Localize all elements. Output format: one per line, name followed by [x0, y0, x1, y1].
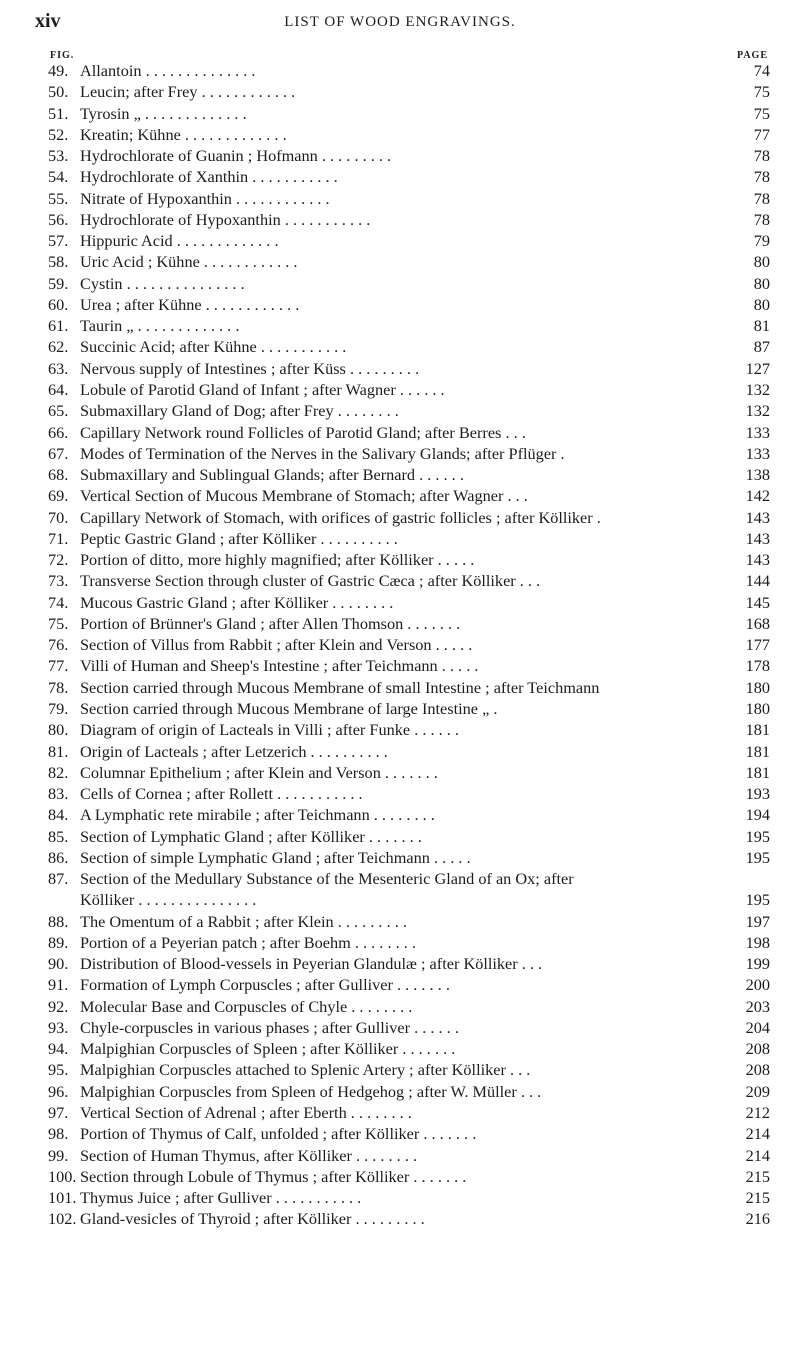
list-item: [0, 528, 800, 549]
page-title: LIST OF WOOD ENGRAVINGS.: [284, 14, 516, 30]
page-reference: 78: [753, 146, 770, 166]
page-reference: 142: [745, 486, 770, 506]
figure-caption: Nitrate of Hypoxanthin . . . . . . . . . . . .: [80, 188, 330, 208]
list-item: [0, 613, 800, 634]
figure-number: 77.: [48, 656, 69, 676]
list-item: [0, 953, 800, 974]
page-reference: 197: [745, 911, 770, 931]
list-item: [0, 741, 800, 762]
list-item: [0, 1081, 800, 1102]
page-reference: 180: [745, 698, 770, 718]
figure-caption: Hydrochlorate of Guanin ; Hofmann . . . . . . . . .: [80, 146, 392, 166]
figure-caption: The Omentum of a Rabbit ; after Klein . . . . . . . . .: [80, 911, 407, 931]
figure-number: 102.: [48, 1209, 77, 1229]
figure-number: 85.: [48, 826, 69, 846]
figure-caption: Kreatin; Kühne . . . . . . . . . . . . .: [80, 124, 287, 144]
figure-number: 79.: [48, 698, 69, 718]
list-item: [0, 677, 800, 698]
figure-caption: Leucin; after Frey . . . . . . . . . . . .: [80, 82, 296, 102]
list-item: [0, 358, 800, 379]
figure-caption: Section carried through Mucous Membrane of small Intestine ; after Teichmann: [80, 677, 600, 697]
figure-number: 70.: [48, 507, 69, 527]
figure-caption: Nervous supply of Intestines ; after Küss . . . . . . . . .: [80, 358, 420, 378]
figure-number: 72.: [48, 550, 69, 570]
figure-caption: Malpighian Corpuscles from Spleen of Hedgehog ; after W. Müller . . .: [80, 1081, 542, 1101]
page-reference: 143: [745, 550, 770, 570]
figure-caption: Section carried through Mucous Membrane of large Intestine „ .: [80, 698, 498, 718]
list-item: [0, 804, 800, 825]
page-reference: 181: [745, 762, 770, 782]
figure-number: 52.: [48, 124, 69, 144]
list-item: [0, 251, 800, 272]
figure-caption: Hydrochlorate of Xanthin . . . . . . . . . . .: [80, 167, 338, 187]
list-item: [0, 422, 800, 443]
page-reference: 200: [745, 975, 770, 995]
page-reference: 215: [745, 1166, 770, 1186]
figure-number: 91.: [48, 975, 69, 995]
figure-caption: Gland-vesicles of Thyroid ; after Kölliker . . . . . . . . .: [80, 1209, 425, 1229]
figure-number: 59.: [48, 273, 69, 293]
figure-number: 83.: [48, 784, 69, 804]
figure-number: 86.: [48, 847, 69, 867]
figure-number: 98.: [48, 1124, 69, 1144]
list-item: [0, 868, 800, 889]
figure-number: 53.: [48, 146, 69, 166]
list-item: [0, 826, 800, 847]
page-reference: 78: [753, 167, 770, 187]
figure-number: 73.: [48, 571, 69, 591]
figure-number: 71.: [48, 528, 69, 548]
page-reference: 209: [745, 1081, 770, 1101]
list-item: [0, 889, 800, 910]
page-reference: 181: [745, 741, 770, 761]
page-reference: 75: [753, 82, 770, 102]
figure-caption: Section of simple Lymphatic Gland ; after Teichmann . . . . .: [80, 847, 471, 867]
list-item: [0, 783, 800, 804]
page-reference: 80: [753, 252, 770, 272]
figure-caption: Capillary Network round Follicles of Parotid Gland; after Berres . . .: [80, 422, 526, 442]
page-reference: 177: [745, 635, 770, 655]
list-item: [0, 166, 800, 187]
page-reference: 216: [745, 1209, 770, 1229]
list-item: [0, 1208, 800, 1229]
list-item: [0, 592, 800, 613]
figure-caption: Section of Human Thymus, after Kölliker . . . . . . . .: [80, 1145, 418, 1165]
list-item: [0, 507, 800, 528]
page-reference: 214: [745, 1124, 770, 1144]
figure-number: 62.: [48, 337, 69, 357]
list-item: [0, 315, 800, 336]
figure-caption: Portion of a Peyerian patch ; after Boehm . . . . . . . .: [80, 932, 416, 952]
figure-caption: Villi of Human and Sheep's Intestine ; after Teichmann . . . . .: [80, 656, 479, 676]
figure-number: 80.: [48, 720, 69, 740]
list-item: [0, 464, 800, 485]
page-reference: 144: [745, 571, 770, 591]
page-reference: 203: [745, 996, 770, 1016]
figure-caption: Submaxillary Gland of Dog; after Frey . . . . . . . .: [80, 401, 399, 421]
page-number: xiv: [35, 10, 61, 32]
figure-number: 97.: [48, 1103, 69, 1123]
figure-caption: Succinic Acid; after Kühne . . . . . . . . . . .: [80, 337, 347, 357]
figure-number: 96.: [48, 1081, 69, 1101]
page-reference: 212: [745, 1103, 770, 1123]
figure-caption: Thymus Juice ; after Gulliver . . . . . . . . . . .: [80, 1188, 362, 1208]
list-item: [0, 485, 800, 506]
page-reference: 198: [745, 932, 770, 952]
figure-caption: Transverse Section through cluster of Gastric Cæca ; after Kölliker . . .: [80, 571, 541, 591]
figure-number: 74.: [48, 592, 69, 612]
list-item: [0, 145, 800, 166]
list-item: [0, 81, 800, 102]
page-reference: 78: [753, 209, 770, 229]
list-item: [0, 1059, 800, 1080]
list-item: [0, 974, 800, 995]
figure-number: 101.: [48, 1188, 77, 1208]
figure-caption: Urea ; after Kühne . . . . . . . . . . . .: [80, 294, 300, 314]
figure-caption: Diagram of origin of Lacteals in Villi ; after Funke . . . . . .: [80, 720, 459, 740]
figure-caption: Columnar Epithelium ; after Klein and Verson . . . . . . .: [80, 762, 438, 782]
list-item: [0, 60, 800, 81]
figure-caption: Cystin . . . . . . . . . . . . . . .: [80, 273, 245, 293]
list-item: [0, 379, 800, 400]
list-item: [0, 911, 800, 932]
figure-caption: Lobule of Parotid Gland of Infant ; after Wagner . . . . . .: [80, 379, 445, 399]
page-reference: 195: [745, 890, 770, 910]
page-reference: 79: [753, 231, 770, 251]
figure-number: 50.: [48, 82, 69, 102]
figure-number: 99.: [48, 1145, 69, 1165]
list-item: [0, 698, 800, 719]
page-reference: 215: [745, 1188, 770, 1208]
list-item: [0, 1123, 800, 1144]
list-item: [0, 1102, 800, 1123]
figure-number: 49.: [48, 61, 69, 80]
page-reference: 199: [745, 954, 770, 974]
page-reference: 178: [745, 656, 770, 676]
figure-number: 67.: [48, 443, 69, 463]
list-item: [0, 996, 800, 1017]
page-reference: 127: [745, 358, 770, 378]
figure-number: 57.: [48, 231, 69, 251]
page-reference: 180: [745, 677, 770, 697]
figure-number: 66.: [48, 422, 69, 442]
figure-caption: Hippuric Acid . . . . . . . . . . . . .: [80, 231, 279, 251]
figure-number: 69.: [48, 486, 69, 506]
figure-number: 92.: [48, 996, 69, 1016]
list-item: [0, 188, 800, 209]
figure-caption: Malpighian Corpuscles of Spleen ; after Kölliker . . . . . . .: [80, 1039, 456, 1059]
list-item: [0, 570, 800, 591]
figure-caption: Submaxillary and Sublingual Glands; after Bernard . . . . . .: [80, 465, 464, 485]
figure-number: 95.: [48, 1060, 69, 1080]
list-item: [0, 209, 800, 230]
figure-caption: Malpighian Corpuscles attached to Splenic Artery ; after Kölliker . . .: [80, 1060, 531, 1080]
figure-number: 56.: [48, 209, 69, 229]
figure-caption: Allantoin . . . . . . . . . . . . . .: [80, 61, 256, 80]
figure-caption: Peptic Gastric Gland ; after Kölliker . . . . . . . . . .: [80, 528, 398, 548]
list-item: [0, 762, 800, 783]
page-reference: 195: [745, 847, 770, 867]
page-reference: 78: [753, 188, 770, 208]
figure-caption: Modes of Termination of the Nerves in the Salivary Glands; after Pflüger .: [80, 443, 565, 463]
figure-caption: Tyrosin „ . . . . . . . . . . . . .: [80, 103, 247, 123]
list-item: [0, 719, 800, 740]
figure-number: 89.: [48, 932, 69, 952]
figure-number: 64.: [48, 379, 69, 399]
page-reference: 195: [745, 826, 770, 846]
figure-caption: Section through Lobule of Thymus ; after Kölliker . . . . . . .: [80, 1166, 467, 1186]
figure-caption: Kölliker . . . . . . . . . . . . . . .: [80, 890, 257, 910]
page-reference: 80: [753, 273, 770, 293]
figure-number: 75.: [48, 613, 69, 633]
list-item: [0, 400, 800, 421]
figure-number: 84.: [48, 805, 69, 825]
list-item: [0, 634, 800, 655]
page-reference: 75: [753, 103, 770, 123]
page-reference: 194: [745, 805, 770, 825]
figure-number: 78.: [48, 677, 69, 697]
list-item: [0, 655, 800, 676]
page-column-label: PAGE: [736, 50, 768, 61]
figure-number: 93.: [48, 1017, 69, 1037]
figure-number: 55.: [48, 188, 69, 208]
list-item: [0, 932, 800, 953]
figure-number: 58.: [48, 252, 69, 272]
page-reference: 133: [745, 422, 770, 442]
figure-caption: Vertical Section of Mucous Membrane of Stomach; after Wagner . . .: [80, 486, 528, 506]
figure-caption: Mucous Gastric Gland ; after Kölliker . . . . . . . .: [80, 592, 394, 612]
list-item: [0, 1145, 800, 1166]
figure-caption: Molecular Base and Corpuscles of Chyle . . . . . . . .: [80, 996, 413, 1016]
list-item: [0, 549, 800, 570]
page-reference: 208: [745, 1060, 770, 1080]
page-reference: 133: [745, 443, 770, 463]
figure-caption: Distribution of Blood-vessels in Peyerian Glandulæ ; after Kölliker . . .: [80, 954, 543, 974]
list-item: [0, 1038, 800, 1059]
figure-number: 68.: [48, 465, 69, 485]
figure-number: 87.: [48, 869, 69, 889]
page-reference: 193: [745, 784, 770, 804]
figure-caption: Taurin „ . . . . . . . . . . . . .: [80, 316, 240, 336]
running-header: [0, 10, 800, 36]
figure-number: 90.: [48, 954, 69, 974]
list-item: [0, 124, 800, 145]
figure-caption: Section of the Medullary Substance of the Mesenteric Gland of an Ox; after: [80, 869, 574, 889]
page-reference: 132: [745, 379, 770, 399]
list-item: [0, 1166, 800, 1187]
figure-number: 76.: [48, 635, 69, 655]
figure-number: 63.: [48, 358, 69, 378]
figure-caption: Chyle-corpuscles in various phases ; after Gulliver . . . . . .: [80, 1017, 459, 1037]
figure-number: 94.: [48, 1039, 69, 1059]
fig-column-label: FIG.: [50, 50, 75, 61]
figure-number: 100.: [48, 1166, 77, 1186]
list-item: [0, 230, 800, 251]
page-reference: 143: [745, 507, 770, 527]
list-item: [0, 103, 800, 124]
figure-caption: Capillary Network of Stomach, with orifices of gastric follicles ; after Kölliker .: [80, 507, 601, 527]
figure-number: 65.: [48, 401, 69, 421]
figure-caption: Section of Lymphatic Gland ; after Kölliker . . . . . . .: [80, 826, 422, 846]
figure-number: 61.: [48, 316, 69, 336]
engraving-list: [0, 60, 800, 1230]
page-reference: 74: [753, 61, 770, 80]
figure-number: 81.: [48, 741, 69, 761]
figure-number: 54.: [48, 167, 69, 187]
figure-number: 88.: [48, 911, 69, 931]
page-reference: 81: [753, 316, 770, 336]
figure-caption: Uric Acid ; Kühne . . . . . . . . . . . .: [80, 252, 298, 272]
figure-caption: Portion of ditto, more highly magnified; after Kölliker . . . . .: [80, 550, 475, 570]
figure-caption: Hydrochlorate of Hypoxanthin . . . . . . . . . . .: [80, 209, 371, 229]
figure-caption: Formation of Lymph Corpuscles ; after Gulliver . . . . . . .: [80, 975, 450, 995]
list-item: [0, 847, 800, 868]
figure-number: 60.: [48, 294, 69, 314]
list-item: [0, 273, 800, 294]
figure-number: 51.: [48, 103, 69, 123]
list-item: [0, 336, 800, 357]
page-reference: 168: [745, 613, 770, 633]
list-item: [0, 1017, 800, 1038]
figure-caption: Portion of Thymus of Calf, unfolded ; after Kölliker . . . . . . .: [80, 1124, 477, 1144]
page-reference: 145: [745, 592, 770, 612]
figure-caption: Section of Villus from Rabbit ; after Klein and Verson . . . . .: [80, 635, 473, 655]
figure-caption: A Lymphatic rete mirabile ; after Teichmann . . . . . . . .: [80, 805, 435, 825]
page-reference: 143: [745, 528, 770, 548]
page-reference: 204: [745, 1017, 770, 1037]
figure-caption: Portion of Brünner's Gland ; after Allen Thomson . . . . . . .: [80, 613, 461, 633]
figure-caption: Origin of Lacteals ; after Letzerich . . . . . . . . . .: [80, 741, 388, 761]
list-item: [0, 294, 800, 315]
page-reference: 181: [745, 720, 770, 740]
page-reference: 132: [745, 401, 770, 421]
figure-caption: Vertical Section of Adrenal ; after Eberth . . . . . . . .: [80, 1103, 412, 1123]
page-reference: 138: [745, 465, 770, 485]
page-reference: 87: [753, 337, 770, 357]
page-reference: 77: [753, 124, 770, 144]
page-reference: 214: [745, 1145, 770, 1165]
list-item: [0, 1187, 800, 1208]
page-reference: 208: [745, 1039, 770, 1059]
figure-number: 82.: [48, 762, 69, 782]
figure-caption: Cells of Cornea ; after Rollett . . . . . . . . . . .: [80, 784, 363, 804]
list-item: [0, 443, 800, 464]
page-reference: 80: [753, 294, 770, 314]
